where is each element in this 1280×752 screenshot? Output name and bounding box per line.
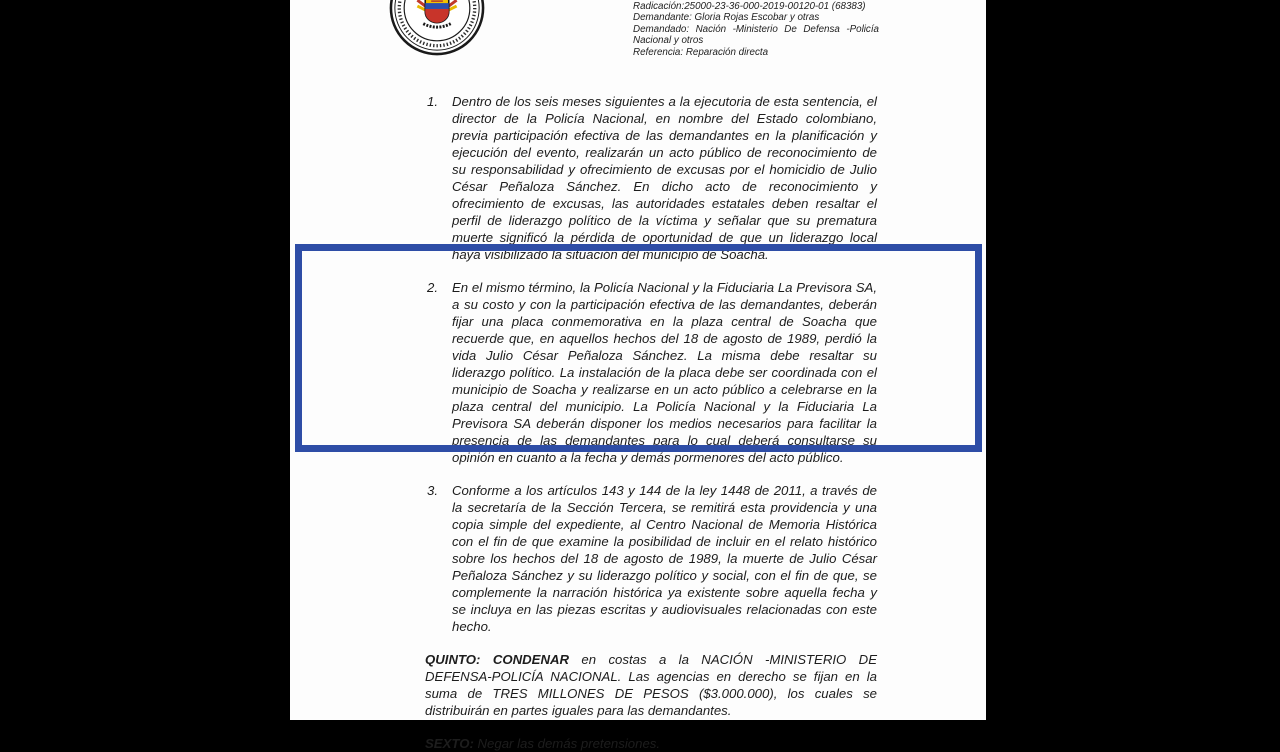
order-item-2-highlighted <box>425 279 877 466</box>
order-text: En el mismo término, la Policía Nacional y la Fiduciaria La Previsora SA, a su costo y con la participación efectiva de las demandantes, deberán fijar una placa conmemorativa en la plaza central de Soacha que recuerde que, en aquellos hechos del 18 de agosto de 1989, perdió la vida Julio César Peñaloza Sánchez. La misma debe resaltar su liderazgo político. La instalación de la placa debe ser coordinada con el municipio de Soacha y realizarse en un acto público a celebrarse en la plaza central del municipio. La Policía Nacional y la Fiduciaria La Previsora SA deberán disponer los medios necesarios para facilitar la presencia de las demandantes para lo cual deberá consultarse su opinión en cuanto a la fecha y demás pormenores del acto público. <box>452 280 877 465</box>
sexto-label: SEXTO: <box>425 736 474 751</box>
header-referencia: Referencia: Reparación directa <box>633 46 769 58</box>
order-item-1 <box>425 93 877 263</box>
quinto-label: QUINTO: CONDENAR <box>425 652 570 667</box>
header-demandante: Demandante: Gloria Rojas Escobar y otras <box>633 12 820 24</box>
order-item-3 <box>425 482 877 635</box>
quinto-text: en costas a la NACIÓN -MINISTERIO DE DEFENSA-POLICÍA NACIONAL. Las agencias en derecho se fijan en la suma de TRES MILLONES DE PESOS ($3.000.000), los cuales se distribuirán en partes iguales para las demandantes. <box>425 652 877 718</box>
document-page <box>290 0 986 751</box>
order-text: Conforme a los artículos 143 y 144 de la ley 1448 de 2011, a través de la secretaría de la Sección Tercera, se remitirá esta providencia y una copia simple del expediente, al Centro Nacional de Memoria Histórica con el fin de que examine la posibilidad de incluir en el relato histórico sobre los hechos del 18 de agosto de 1989, la muerte de Julio César Peñaloza Sánchez y su liderazgo político y social, con el fin de que, se complemente la narración histórica ya existente sobre aquella fecha y se incluya en las piezas escritas y audiovisuales relacionadas con este hecho. <box>452 483 877 634</box>
order-text: Dentro de los seis meses siguientes a la ejecutoria de esta sentencia, el director de la Policía Nacional, en nombre del Estado colombiano, previa participación efectiva de las demandantes en la planificación y ejecución del evento, realizarán un acto público de reconocimiento de su responsabilidad y ofrecimiento de excusas por el homicidio de Julio César Peñaloza Sánchez. En dicho acto de reconocimiento y ofrecimiento de excusas, las autoridades estatales deben resaltar el perfil de liderazgo político de la víctima y señalar que su prematura muerte significó la pérdida de oportunidad de que un liderazgo local haya visibilizado la situación del municipio de Soacha. <box>452 94 877 262</box>
order-number: 2. <box>427 280 438 295</box>
consejo-de-estado-seal-icon <box>388 0 486 57</box>
case-header <box>633 1 879 58</box>
paragraph-sexto <box>425 735 877 752</box>
header-radicacion: Radicación:25000-23-36-000-2019-00120-01 (68383) <box>633 1 866 12</box>
sexto-text: Negar las demás pretensiones. <box>473 736 661 751</box>
order-number: 3. <box>427 483 438 498</box>
paragraph-quinto <box>425 651 877 719</box>
order-number: 1. <box>427 94 438 109</box>
header-demandado: Demandado: Nación -Ministerio De Defensa -Policía Nacional y otros <box>633 23 879 47</box>
ruling-orders-list <box>425 93 877 752</box>
